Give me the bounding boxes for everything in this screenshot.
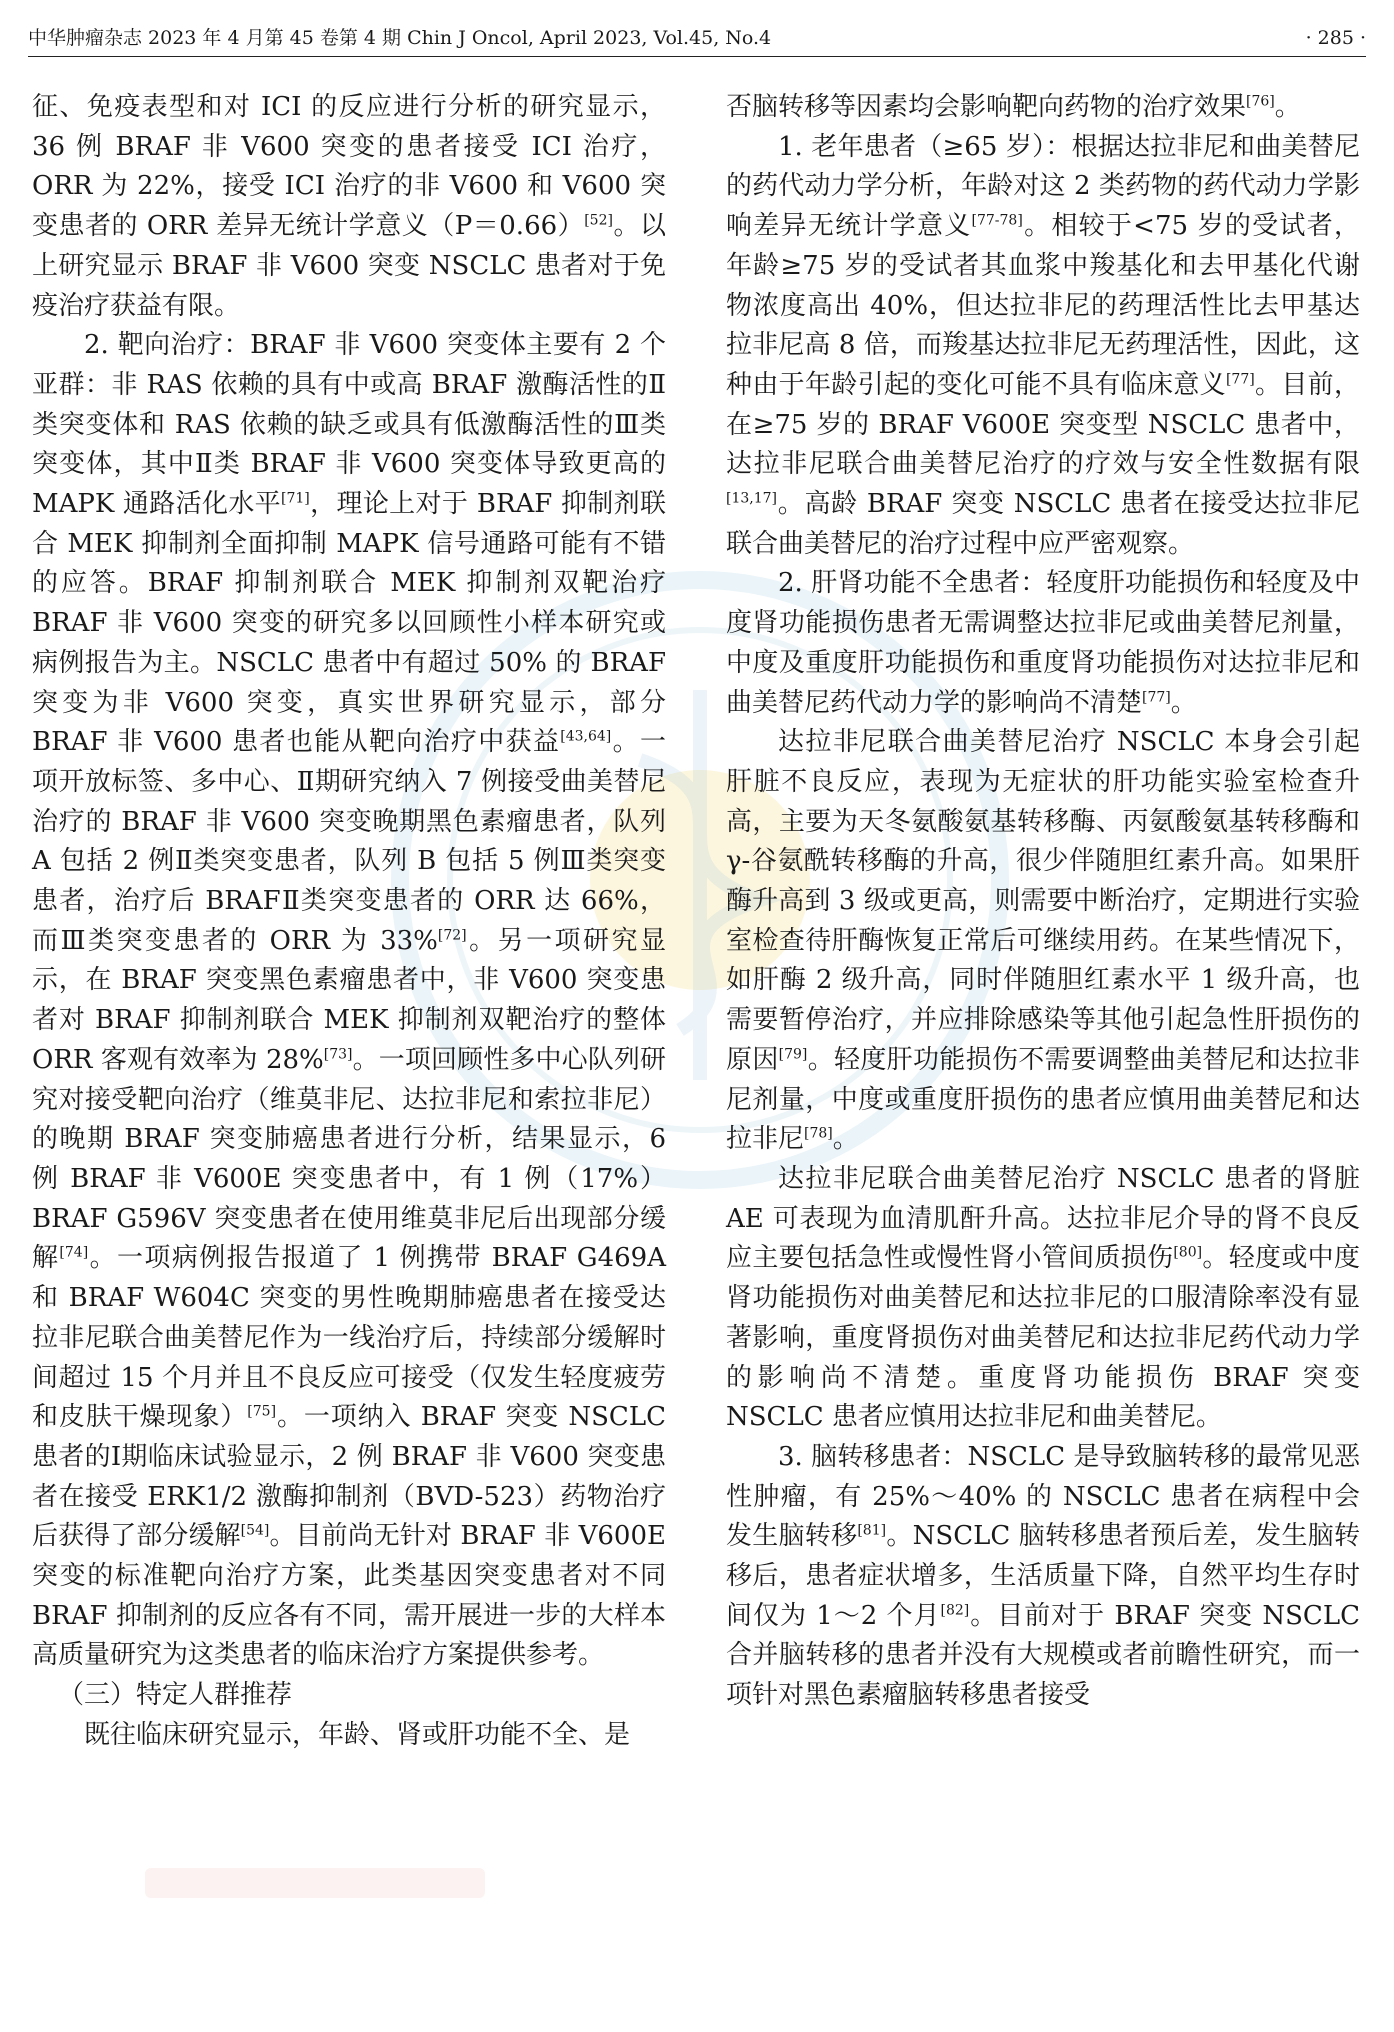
citation-ref[interactable]: [43,64]: [560, 728, 612, 745]
page-number: · 285 ·: [1305, 27, 1366, 49]
citation-ref[interactable]: [74]: [59, 1244, 89, 1261]
journal-citation: 中华肿瘤杂志 2023 年 4 月第 45 卷第 4 期 Chin J Oncol, April 2023, Vol.45, No.4: [28, 27, 772, 49]
paragraph: 1. 老年患者（≥65 岁）：根据达拉非尼和曲美替尼的药代动力学分析，年龄对这 2 类药物的药代动力学影响差异无统计学意义[77-78]。相较于<75 岁的受试者，年龄≥75 岁的受试者其血浆中羧基化和去甲基化代谢物浓度高出 40%，但达拉非尼的药理活性比去甲基达拉非尼高 8 倍，而羧基达拉非尼无药理活性，因此，这种由于年龄引起的变化可能不具有临床意义[77]。目前，在≥75 岁的 BRAF V600E 突变型 NSCLC 患者中，达拉非尼联合曲美替尼治疗的疗效与安全性数据有限[13,17]。高龄 BRAF 突变 NSCLC 患者在接受达拉非尼联合曲美替尼的治疗过程中应严密观察。: [726, 131, 1360, 559]
citation-ref[interactable]: [76]: [1246, 93, 1275, 110]
paragraph: 否脑转移等因素均会影响靶向药物的治疗效果[76]。: [726, 92, 1301, 122]
paragraph: 达拉非尼联合曲美替尼治疗 NSCLC 本身会引起肝脏不良反应，表现为无症状的肝功能实验室检查升高，主要为天冬氨酸氨基转移酶、丙氨酸氨基转移酶和 γ-谷氨酰转移酶的升高，很少伴随胆红素升高。如果肝酶升高到 3 级或更高，则需要中断治疗，定期进行实验室检查待肝酶恢复正常后可继续用药。在某些情况下，如肝酶 2 级升高，同时伴随胆红素水平 1 级升高，也需要暂停治疗，并应排除感染等其他引起急性肝损伤的原因[79]。轻度肝功能损伤不需要调整曲美替尼和达拉非尼剂量，中度或重度肝损伤的患者应慎用曲美替尼和达拉非尼[78]。: [726, 727, 1360, 1155]
citation-ref[interactable]: [72]: [437, 927, 467, 944]
citation-ref[interactable]: [81]: [857, 1522, 887, 1539]
citation-ref[interactable]: [71]: [281, 490, 310, 507]
citation-ref[interactable]: [82]: [940, 1602, 970, 1619]
citation-ref[interactable]: [77]: [1142, 688, 1171, 705]
citation-ref[interactable]: [73]: [323, 1046, 353, 1063]
citation-ref[interactable]: [80]: [1173, 1244, 1203, 1261]
left-column: [32, 88, 666, 1756]
citation-ref[interactable]: [77]: [1225, 371, 1255, 388]
red-stamp-watermark-icon: [145, 1860, 645, 1910]
citation-ref[interactable]: [75]: [247, 1403, 277, 1420]
paragraph: 2. 靶向治疗：BRAF 非 V600 突变体主要有 2 个亚群：非 RAS 依赖的具有中或高 BRAF 激酶活性的Ⅱ类突变体和 RAS 依赖的缺乏或具有低激酶活性的Ⅲ类突变体，其中Ⅱ类 BRAF 非 V600 突变体导致更高的 MAPK 通路活化水平[71]，理论上对于 BRAF 抑制剂联合 MEK 抑制剂全面抑制 MAPK 信号通路可能有不错的应答。BRAF 抑制剂联合 MEK 抑制剂双靶治疗 BRAF 非 V600 突变的研究多以回顾性小样本研究或病例报告为主。NSCLC 患者中有超过 50% 的 BRAF 突变为非 V600 突变，真实世界研究显示，部分 BRAF 非 V600 患者也能从靶向治疗中获益[43,64]。一项开放标签、多中心、Ⅱ期研究纳入 7 例接受曲美替尼治疗的 BRAF 非 V600 突变晚期黑色素瘤患者，队列 A 包括 2 例Ⅱ类突变患者，队列 B 包括 5 例Ⅲ类突变患者，治疗后 BRAFⅡ类突变患者的 ORR 达 66%，而Ⅲ类突变患者的 ORR 为 33%[72]。另一项研究显示，在 BRAF 突变黑色素瘤患者中，非 V600 突变患者对 BRAF 抑制剂联合 MEK 抑制剂双靶治疗的整体 ORR 客观有效率为 28%[73]。一项回顾性多中心队列研究对接受靶向治疗（维莫非尼、达拉非尼和索拉非尼）的晚期 BRAF 突变肺癌患者进行分析，结果显示，6 例 BRAF 非 V600E 突变患者中，有 1 例（17%）BRAF G596V 突变患者在使用维莫非尼后出现部分缓解[74]。一项病例报告报道了 1 例携带 BRAF G469A 和 BRAF W604C 突变的男性晚期肺癌患者在接受达拉非尼联合曲美替尼作为一线治疗后，持续部分缓解时间超过 15 个月并且不良反应可接受（仅发生轻度疲劳和皮肤干燥现象）[75]。一项纳入 BRAF 突变 NSCLC 患者的Ⅰ期临床试验显示，2 例 BRAF 非 V600 突变患者在接受 ERK1/2 激酶抑制剂（BVD-523）药物治疗后获得了部分缓解[54]。目前尚无针对 BRAF 非 V600E 突变的标准靶向治疗方案，此类基因突变患者对不同 BRAF 抑制剂的反应各有不同，需开展进一步的大样本高质量研究为这类患者的临床治疗方案提供参考。: [32, 330, 666, 1671]
running-header: [28, 22, 1366, 57]
paragraph: 征、免疫表型和对 ICI 的反应进行分析的研究显示，36 例 BRAF 非 V600 突变的患者接受 ICI 治疗，ORR 为 22%，接受 ICI 治疗的非 V600 和 V600 突变患者的 ORR 差异无统计学意义（P＝0.66）[52]。以上研究显示 BRAF 非 V600 突变 NSCLC 患者对于免疫治疗获益有限。: [32, 92, 666, 321]
citation-ref[interactable]: [52]: [584, 212, 613, 229]
paragraph: 达拉非尼联合曲美替尼治疗 NSCLC 患者的肾脏 AE 可表现为血清肌酐升高。达拉非尼介导的肾不良反应主要包括急性或慢性肾小管间质损伤[80]。轻度或中度肾功能损伤对曲美替尼和达拉非尼的口服清除率没有显著影响，重度肾损伤对曲美替尼和达拉非尼药代动力学的影响尚不清楚。重度肾功能损伤 BRAF 突变 NSCLC 患者应慎用达拉非尼和曲美替尼。: [726, 1163, 1360, 1433]
section-heading: （三）特定人群推荐: [58, 1680, 293, 1711]
citation-ref[interactable]: [77-78]: [971, 212, 1023, 229]
citation-ref[interactable]: [54]: [240, 1522, 270, 1539]
paragraph: 2. 肝肾功能不全患者：轻度肝功能损伤和轻度及中度肾功能损伤患者无需调整达拉非尼或曲美替尼剂量，中度及重度肝功能损伤和重度肾功能损伤对达拉非尼和曲美替尼药代动力学的影响尚不清楚[77]。: [726, 568, 1360, 718]
right-column: [726, 88, 1360, 1716]
paragraph: 3. 脑转移患者：NSCLC 是导致脑转移的最常见恶性肿瘤，有 25%～40% 的 NSCLC 患者在病程中会发生脑转移[81]。NSCLC 脑转移患者预后差，发生脑转移后，患者症状增多，生活质量下降，自然平均生存时间仅为 1～2 个月[82]。目前对于 BRAF 突变 NSCLC 合并脑转移的患者并没有大规模或者前瞻性研究，而一项针对黑色素瘤脑转移患者接受: [726, 1441, 1360, 1711]
paragraph: 既往临床研究显示，年龄、肾或肝功能不全、是: [84, 1719, 631, 1750]
citation-ref[interactable]: [79]: [778, 1046, 808, 1063]
citation-ref[interactable]: [78]: [804, 1125, 833, 1142]
citation-ref[interactable]: [13,17]: [726, 490, 778, 507]
